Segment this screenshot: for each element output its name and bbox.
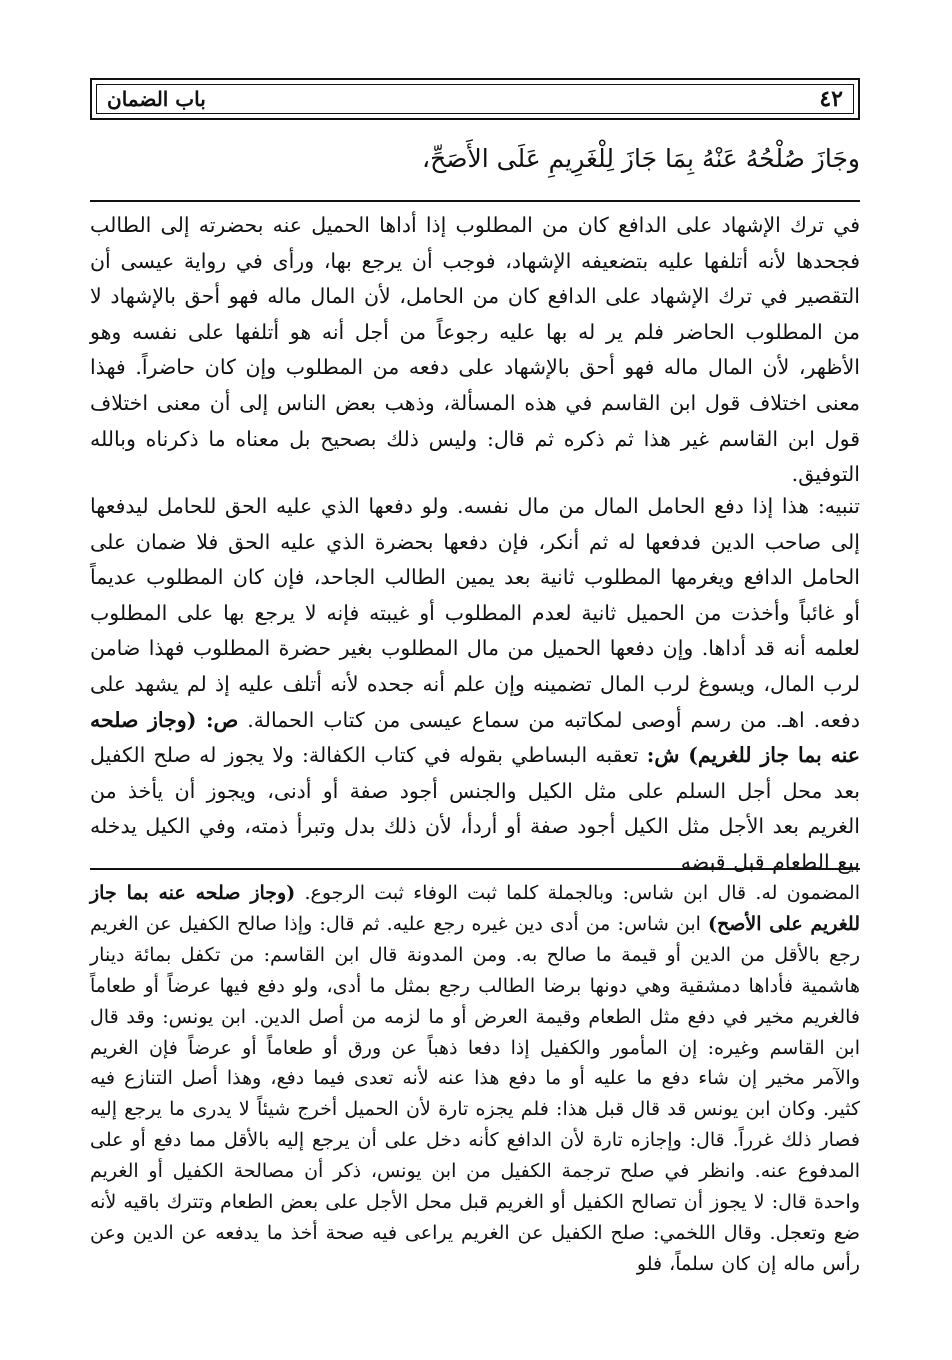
page-header: [90, 78, 860, 120]
commentary-paragraph-2-part2: تعقبه البساطي بقوله في كتاب الكفالة: ولا يجوز له صلح الكفيل بعد محل أجل السلم على مثل الكيل والجنس أجود صفة أو أدنى، ويجوز أن يأخذ من الغريم بعد الأجل مثل الكيل أجود صفة أو أردأ، لأن ذلك بدل وتبرأ ذمته، وفي الكيل يدخله بيع الطعام قبل قبضه: [90, 743, 860, 874]
footnote-block: [90, 878, 860, 1280]
footnote-part1: المضمون له. قال ابن شاس: وبالجملة كلما ثبت الوفاء ثبت الرجوع.: [304, 882, 860, 904]
commentary-quote-marker: ص: (وجاز صلحه عنه بما جاز للغريم) ش:: [90, 707, 860, 768]
footnote-part2: ابن شاس: من أدى دين غيره رجع عليه. ثم قال: وإذا صالح الكفيل عن الغريم رجع بالأقل من الدين أو قيمة ما صالح به. ومن المدونة قال ابن القاسم: من تكفل بمائة دينار هاشمية فأداها دمشقية وهي دونها برضا الطالب رجع بمثل ما أدى، ولو دفع فيها عرضاً أو طعاماً فالغريم مخير في دفع مثل الطعام وقيمة العرض أو ما لزمه من أصل الدين. ابن يونس: وقد قال ابن القاسم وغيره: إن المأمور والكفيل إذا دفعا ذهباً عن ورق أو طعاماً أو عرضاً فإن الغريم والآمر مخير إن شاء دفع ما عليه أو ما دفع هذا عنه لأنه تعدى فيما دفع، وهذا أصل التنازع فيه كثير. وكان ابن يونس قد قال قبل هذا: فلم يجزه تارة لأن الحميل أخرج شيئاً لا يدرى ما يرجع إليه فصار ذلك غرراً. قال: وإجازه تارة لأن الدافع كأنه دخل على أن يرجع إليه بالأقل مما دفع أو على المدفوع عنه. وانظر في صلح ترجمة الكفيل من ابن يونس، ذكر أن مصالحة الكفيل أو الغريم واحدة قال: لا يجوز أن تصالح الكفيل أو الغريم قبل محل الأجل على بعض الطعام وتترك باقيه لأنه ضع وتعجل. وقال اللخمي: صلح الكفيل عن الغريم يراعى فيه صحة أخذ ما يدفعه عن الدين وعن رأس ماله إن كان سلماً، فلو: [90, 912, 860, 1275]
commentary-paragraph-2: [90, 489, 860, 881]
chapter-title: باب الضمان: [107, 87, 206, 111]
matn-text: وجَازَ صُلْحُهُ عَنْهُ بِمَا جَازَ لِلْغَرِيمِ عَلَى الأَصَحِّ،: [422, 144, 860, 173]
page-header-inner: [96, 84, 854, 114]
page-number: ٤٢: [819, 86, 843, 112]
footnote-quote-marker: (وجاز صلحه عنه بما جاز للغريم على الأصح): [90, 882, 860, 935]
commentary-paragraph-2-part1: تنبيه: هذا إذا دفع الحامل المال من مال نفسه. ولو دفعها الذي عليه الحق للحامل ليدفعها إلى صاحب الدين فدفعها له ثم أنكر، فإن دفعها بحضرة الذي عليه الحق فلا ضمان على الحامل الدافع ويغرمها المطلوب ثانية بعد يمين الطالب الجاحد، فإن كان المطلوب عديماً أو غائباً وأخذت من الحميل ثانية لعدم المطلوب أو غيبته فإنه لا يرجع بها على المطلوب لعلمه أنه قد أداها. وإن دفعها الحميل من مال المطلوب بغير حضرة المطلوب فهذا ضامن لرب المال، ويسوغ لرب المال تضمينه وإن علم أنه جحده لأنه أتلف عليه إذ لم يشهد على دفعه. اهـ. من رسم أوصى لمكاتبه من سماع عيسى من كتاب الحمالة.: [90, 494, 860, 732]
matn-divider: [90, 200, 860, 202]
commentary-paragraph-1: في ترك الإشهاد على الدافع كان من المطلوب إذا أداها الحميل عنه بحضرته إلى الطالب فجحدها لأنه أتلفها عليه بتضعيفه الإشهاد، فوجب أن يرجع بها، ورأى في رواية عيسى أن التقصير في ترك الإشهاد على الدافع كان من الحامل، لأن المال ماله فهو أحق بالإشهاد لا من المطلوب الحاضر فلم ير له بها عليه رجوعاً من أجل أنه هو أتلفها على نفسه وهو الأظهر، لأن المال ماله فهو أحق بالإشهاد على دفعه من المطلوب وإن كان حاضراً. فهذا معنى اختلاف قول ابن القاسم في هذه المسألة، وذهب بعض الناس إلى أن معنى اختلاف قول ابن القاسم غير هذا ثم ذكره ثم قال: وليس ذلك بصحيح بل معناه ما ذكرناه وبالله التوفيق.: [90, 213, 860, 487]
footnote-divider: [90, 868, 860, 870]
